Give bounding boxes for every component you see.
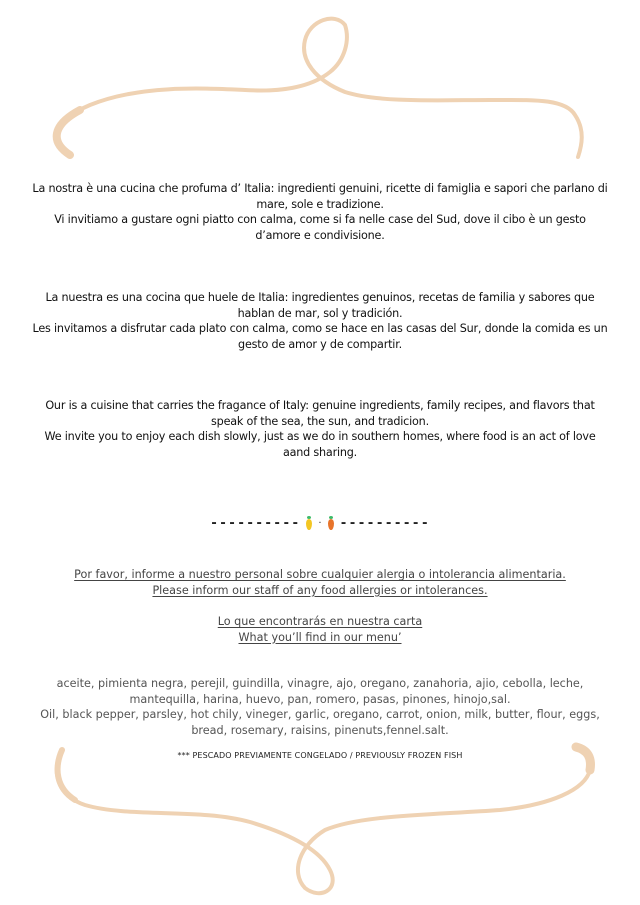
ornamental-swirl-top-icon [0, 0, 640, 170]
intro-spanish-line1: La nuestra es una cocina que huele de Italia: ingredientes genuinos, recetas de familia y sabores que hablan de mar, sol y tradición. [45, 291, 595, 320]
carrot-icon [328, 519, 334, 530]
intro-spanish [30, 290, 610, 352]
divider-dashes-left: ---------- [210, 516, 301, 531]
menu-heading [30, 614, 610, 645]
allergy-notice [30, 567, 610, 598]
ingredients-list [30, 676, 610, 738]
allergy-notice-english: Please inform our staff of any food allergies or intolerances. [152, 583, 488, 597]
ingredients-english: Oil, black pepper, parsley, hot chily, vineger, garlic, oregano, carrot, onion, milk, butter, flour, eggs, bread, rosemary, raisins, pinenuts,fennel.salt. [40, 708, 600, 737]
intro-english-line1: Our is a cuisine that carries the fragance of Italy: genuine ingredients, family recipes, and flavors that speak of the sea, the sun, and tradicion. [45, 399, 595, 428]
menu-heading-english: What you’ll find in our menu’ [238, 630, 402, 644]
section-divider [0, 514, 640, 534]
intro-italian [30, 181, 610, 243]
divider-dot: · [318, 518, 322, 529]
ingredients-spanish: aceite, pimienta negra, perejil, guindilla, vinagre, ajo, oregano, zanahoria, ajio, cebolla, leche, mantequilla, harina, huevo, pan, romero, pasas, pinones, hinojo,sal. [56, 677, 584, 706]
frozen-fish-notice: *** PESCADO PREVIAMENTE CONGELADO / PREVIOUSLY FROZEN FISH [177, 751, 463, 760]
lemon-icon [306, 519, 312, 530]
intro-english-line2: We invite you to enjoy each dish slowly, just as we do in southern homes, where food is an act of love aand sharing. [44, 430, 596, 459]
menu-heading-spanish: Lo que encontrarás en nuestra carta [217, 615, 423, 628]
allergy-notice-spanish: Por favor, informe a nuestro personal sobre cualquier alergia o intolerancia alimentaria. [74, 568, 566, 581]
intro-italian-line1: La nostra è una cucina che profuma d’ Italia: ingredienti genuini, ricette di famiglia e sapori che parlano di mare, sole e tradizione. [32, 182, 608, 211]
divider-dashes-right: ---------- [339, 516, 430, 531]
intro-spanish-line2: Les invitamos a disfrutar cada plato con calma, como se hace en las casas del Sur, donde la comida es un gesto de amor y de compartir. [32, 322, 608, 351]
ornamental-swirl-bottom-icon [0, 730, 640, 905]
intro-english [30, 398, 610, 460]
intro-italian-line2: Vi invitiamo a gustare ogni piatto con calma, come si fa nelle case del Sud, dove il cibo è un gesto d’amore e condivisione. [54, 213, 586, 242]
